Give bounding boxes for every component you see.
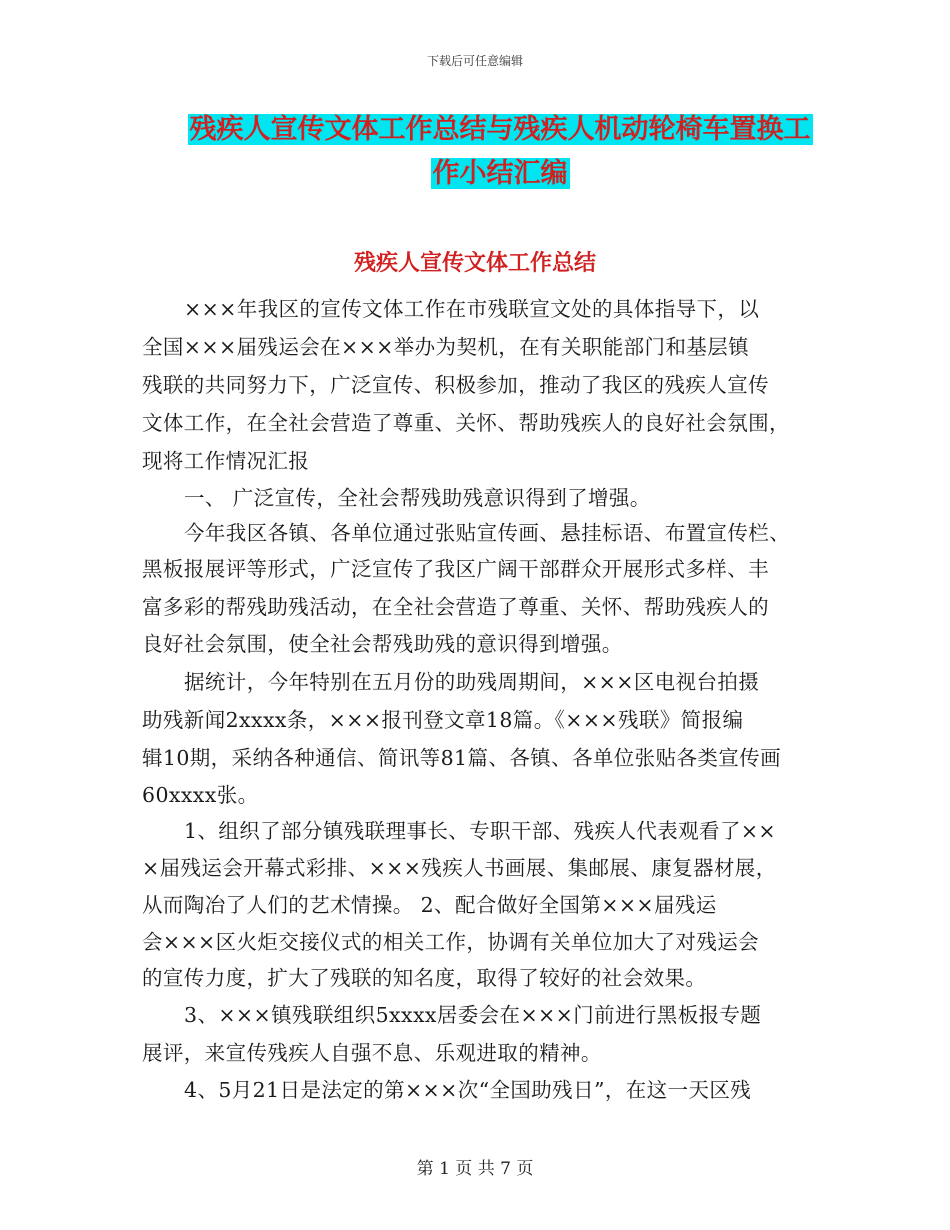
paragraph-line: 富多彩的帮残助残活动，在全社会营造了尊重、关怀、帮助残疾人的 xyxy=(142,595,769,619)
paragraph-line: ×××年我区的宣传文体工作在市残联宣文处的具体指导下，以 xyxy=(184,297,760,321)
paragraph-line: 现将工作情况汇报 xyxy=(142,449,310,473)
paragraph-line: 良好社会氛围，使全社会帮残助残的意识得到增强。 xyxy=(142,632,623,656)
paragraph-line: 的宣传力度，扩大了残联的知名度，取得了较好的社会效果。 xyxy=(142,966,707,990)
paragraph-line: 1、组织了部分镇残联理事长、专职干部、残疾人代表观看了×× xyxy=(184,819,776,843)
paragraph-line: 4、5月21日是法定的第×××次“全国助残日”，在这一天区残 xyxy=(184,1078,752,1102)
document-title-line-2: 作小结汇编 xyxy=(432,158,568,189)
paragraph-line: 3、×××镇残联组织5xxxx居委会在×××门前进行黑板报专题 xyxy=(184,1003,762,1027)
heading-line: 一、 广泛宣传，全社会帮残助残意识得到了增强。 xyxy=(184,486,651,510)
document-title-line-1: 残疾人宣传文体工作总结与残疾人机动轮椅车置换工 xyxy=(189,114,811,145)
paragraph-line: 助残新闻2xxxx条，×××报刊登文章18篇。《×××残联》简报编 xyxy=(142,708,744,732)
paragraph-line: 今年我区各镇、各单位通过张贴宣传画、悬挂标语、布置宣传栏、 xyxy=(184,521,791,545)
paragraph-line: 全国×××届残运会在×××举办为契机，在有关职能部门和基层镇 xyxy=(142,335,750,359)
page-number-footer: 第 1 页 共 7 页 xyxy=(416,1159,534,1179)
header-note: 下载后可任意编辑 xyxy=(426,54,523,68)
paragraph-line: 文体工作，在全社会营造了尊重、关怀、帮助残疾人的良好社会氛围， xyxy=(142,411,790,435)
paragraph-line: 展评，来宣传残疾人自强不息、乐观进取的精神。 xyxy=(142,1041,602,1065)
paragraph-line: 据统计，今年特别在五月份的助残周期间，×××区电视台拍摄 xyxy=(184,670,760,694)
section-title: 残疾人宣传文体工作总结 xyxy=(353,251,596,276)
paragraph-line: 从而陶冶了人们的艺术情操。 2、配合做好全国第×××届残运 xyxy=(142,893,717,917)
paragraph-line: 会×××区火炬交接仪式的相关工作，协调有关单位加大了对残运会 xyxy=(142,930,760,954)
paragraph-line: 黑板报展评等形式，广泛宣传了我区广阔干部群众开展形式多样、丰 xyxy=(142,557,769,581)
paragraph-line: 残联的共同努力下，广泛宣传、积极参加，推动了我区的残疾人宣传 xyxy=(142,373,769,397)
paragraph-line: 辑10期，采纳各种通信、简讯等81篇、各镇、各单位张贴各类宣传画 xyxy=(142,746,781,770)
paragraph-line: 60xxxx张。 xyxy=(142,783,259,807)
paragraph-line: ×届残运会开幕式彩排、×××残疾人书画展、集邮展、康复器材展， xyxy=(142,856,777,880)
